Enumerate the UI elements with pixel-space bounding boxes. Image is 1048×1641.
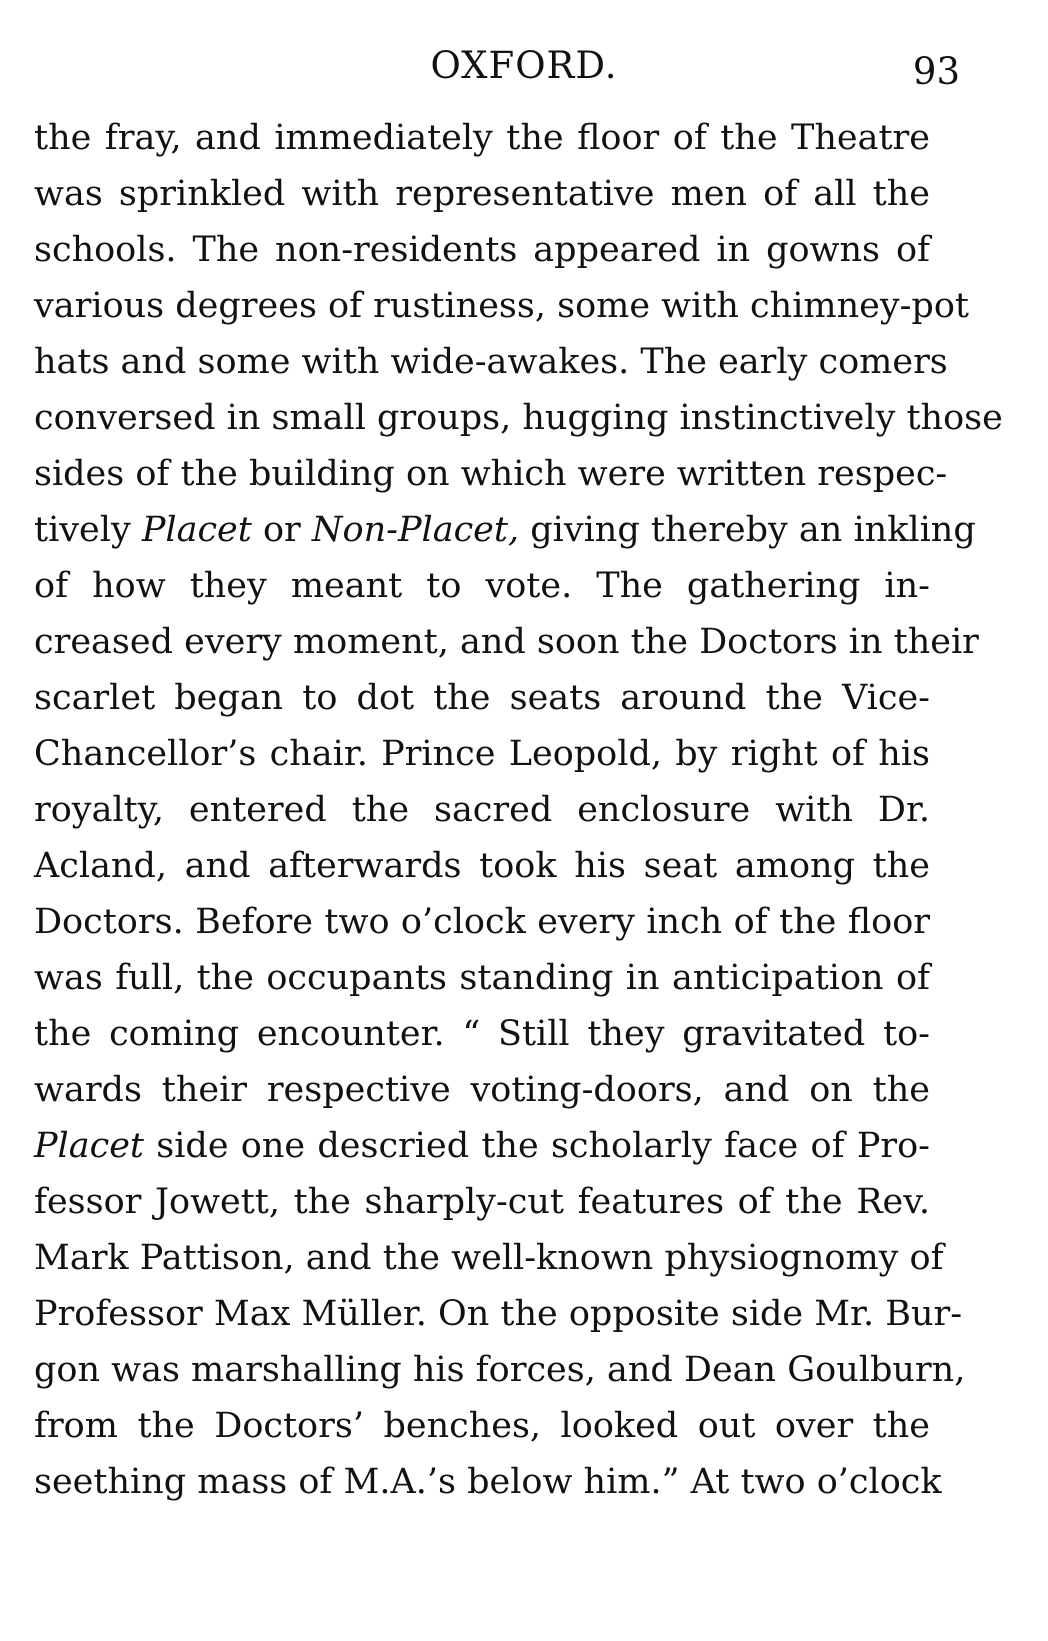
text-line: various degrees of rustiness, some with chimney-pot <box>34 286 969 326</box>
text-line: was full, the occupants standing in anticipation of <box>34 958 930 998</box>
text-line: Professor Max Müller. On the opposite side Mr. Bur- <box>34 1294 963 1334</box>
italic-term: Non-Placet, <box>311 510 520 550</box>
running-title: OXFORD. <box>430 44 618 87</box>
text-line: fessor Jowett, the sharply-cut features of the Rev. <box>34 1182 930 1222</box>
text-line: hats and some with wide-awakes. The early comers <box>34 342 948 382</box>
text-line <box>34 1118 930 1174</box>
text-segment: tively <box>34 510 142 550</box>
text-line: creased every moment, and soon the Doctors in their <box>34 622 979 662</box>
text-line: the fray, and immediately the floor of the Theatre <box>34 118 930 158</box>
text-segment: side one descried the scholarly face of Pro- <box>144 1126 930 1166</box>
text-line: from the Doctors’ benches, looked out over the <box>34 1406 930 1446</box>
text-line: royalty, entered the sacred enclosure with Dr. <box>34 790 930 830</box>
page-number: 93 <box>912 50 960 93</box>
text-line: Acland, and afterwards took his seat among the <box>34 846 930 886</box>
text-line: scarlet began to dot the seats around the Vice- <box>34 678 930 718</box>
text-line: Doctors. Before two o’clock every inch of the floor <box>34 902 930 942</box>
text-segment: giving thereby an inkling <box>519 510 976 550</box>
text-line: sides of the building on which were written respec- <box>34 454 948 494</box>
body-text <box>34 110 1003 1510</box>
text-line <box>34 502 976 558</box>
text-line: of how they meant to vote. The gathering in- <box>34 566 930 606</box>
text-line: schools. The non-residents appeared in gowns of <box>34 230 930 270</box>
text-line: Chancellor’s chair. Prince Leopold, by right of his <box>34 734 930 774</box>
text-segment: or <box>251 510 312 550</box>
text-line: wards their respective voting-doors, and on the <box>34 1070 930 1110</box>
italic-term: Placet <box>34 1126 144 1166</box>
text-line: seething mass of M.A.’s below him.” At two o’clock <box>34 1462 942 1502</box>
text-line: the coming encounter. “ Still they gravitated to- <box>34 1014 930 1054</box>
text-line: conversed in small groups, hugging instinctively those <box>34 398 1003 438</box>
text-line: was sprinkled with representative men of all the <box>34 174 930 214</box>
text-line: Mark Pattison, and the well-known physiognomy of <box>34 1238 944 1278</box>
italic-term: Placet <box>141 510 252 550</box>
running-head <box>0 44 1048 104</box>
text-line: gon was marshalling his forces, and Dean Goulburn, <box>34 1350 966 1390</box>
